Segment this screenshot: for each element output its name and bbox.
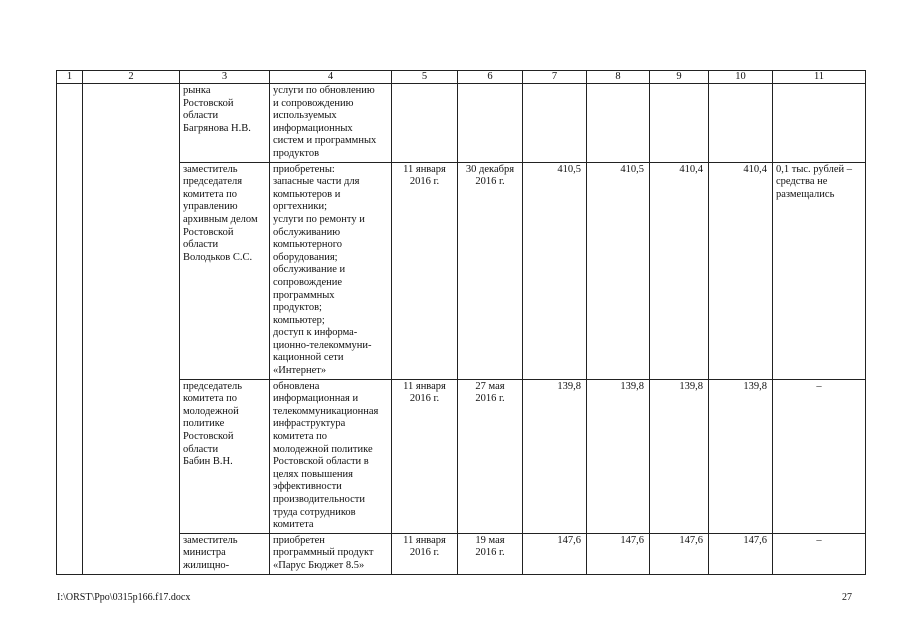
amount-cell: 147,6 xyxy=(523,533,587,574)
column-number: 1 xyxy=(57,71,83,84)
end-date-cell: 19 мая 2016 г. xyxy=(458,533,523,574)
column-number: 4 xyxy=(270,71,392,84)
amount-cell: 147,6 xyxy=(709,533,773,574)
end-date-cell: 27 мая 2016 г. xyxy=(458,379,523,533)
column-number: 9 xyxy=(650,71,709,84)
activity-description-cell: обновлена информационная и телекоммуникационная инфраструктура комитета по молодежной политике Ростовской области в целях повышения эффективности производительности труда сотрудников комитета xyxy=(270,379,392,533)
amount-cell xyxy=(650,84,709,163)
report-table xyxy=(56,70,866,575)
note-cell: – xyxy=(773,533,866,574)
column-number: 3 xyxy=(180,71,270,84)
column-number: 8 xyxy=(587,71,650,84)
end-date-cell xyxy=(458,84,523,163)
responsible-person-cell: рынка Ростовской области Багрянова Н.В. xyxy=(180,84,270,163)
merged-cell-col2 xyxy=(83,84,180,575)
document-page xyxy=(56,70,866,575)
responsible-person-cell: заместитель председателя комитета по управлению архивным делом Ростовской области Володьков С.С. xyxy=(180,162,270,379)
responsible-person-cell: председатель комитета по молодежной политике Ростовской области Бабин В.Н. xyxy=(180,379,270,533)
activity-description-cell: приобретен программный продукт «Парус Бюджет 8.5» xyxy=(270,533,392,574)
page-number: 27 xyxy=(842,592,852,603)
amount-cell: 147,6 xyxy=(650,533,709,574)
amount-cell xyxy=(523,84,587,163)
note-cell: – xyxy=(773,379,866,533)
amount-cell: 139,8 xyxy=(709,379,773,533)
amount-cell: 147,6 xyxy=(587,533,650,574)
amount-cell xyxy=(587,84,650,163)
note-cell xyxy=(773,84,866,163)
amount-cell: 139,8 xyxy=(523,379,587,533)
amount-cell: 410,4 xyxy=(650,162,709,379)
table-row xyxy=(57,84,866,163)
column-number: 2 xyxy=(83,71,180,84)
column-number: 6 xyxy=(458,71,523,84)
amount-cell: 139,8 xyxy=(650,379,709,533)
start-date-cell: 11 января 2016 г. xyxy=(392,162,458,379)
start-date-cell: 11 января 2016 г. xyxy=(392,379,458,533)
column-number: 7 xyxy=(523,71,587,84)
amount-cell: 410,4 xyxy=(709,162,773,379)
end-date-cell: 30 декабря 2016 г. xyxy=(458,162,523,379)
activity-description-cell: приобретены: запасные части для компьютеров и оргтехники; услуги по ремонту и обслуживанию компьютерного оборудования; обслуживание и сопровождение программных продуктов; компьютер; доступ к информа- ционно-телекоммуни- кационной сети «Интернет» xyxy=(270,162,392,379)
amount-cell xyxy=(709,84,773,163)
start-date-cell: 11 января 2016 г. xyxy=(392,533,458,574)
column-number: 10 xyxy=(709,71,773,84)
column-number: 5 xyxy=(392,71,458,84)
activity-description-cell: услуги по обновлению и сопровождению используемых информационных систем и программных продуктов xyxy=(270,84,392,163)
amount-cell: 410,5 xyxy=(523,162,587,379)
start-date-cell xyxy=(392,84,458,163)
column-number: 11 xyxy=(773,71,866,84)
merged-cell-col1 xyxy=(57,84,83,575)
responsible-person-cell: заместитель министра жилищно- xyxy=(180,533,270,574)
column-number-row xyxy=(57,71,866,84)
footer-file-path: I:\ORST\Ppo\0315p166.f17.docx xyxy=(57,592,191,603)
amount-cell: 139,8 xyxy=(587,379,650,533)
note-cell: 0,1 тыс. рублей – средства не размещались xyxy=(773,162,866,379)
amount-cell: 410,5 xyxy=(587,162,650,379)
